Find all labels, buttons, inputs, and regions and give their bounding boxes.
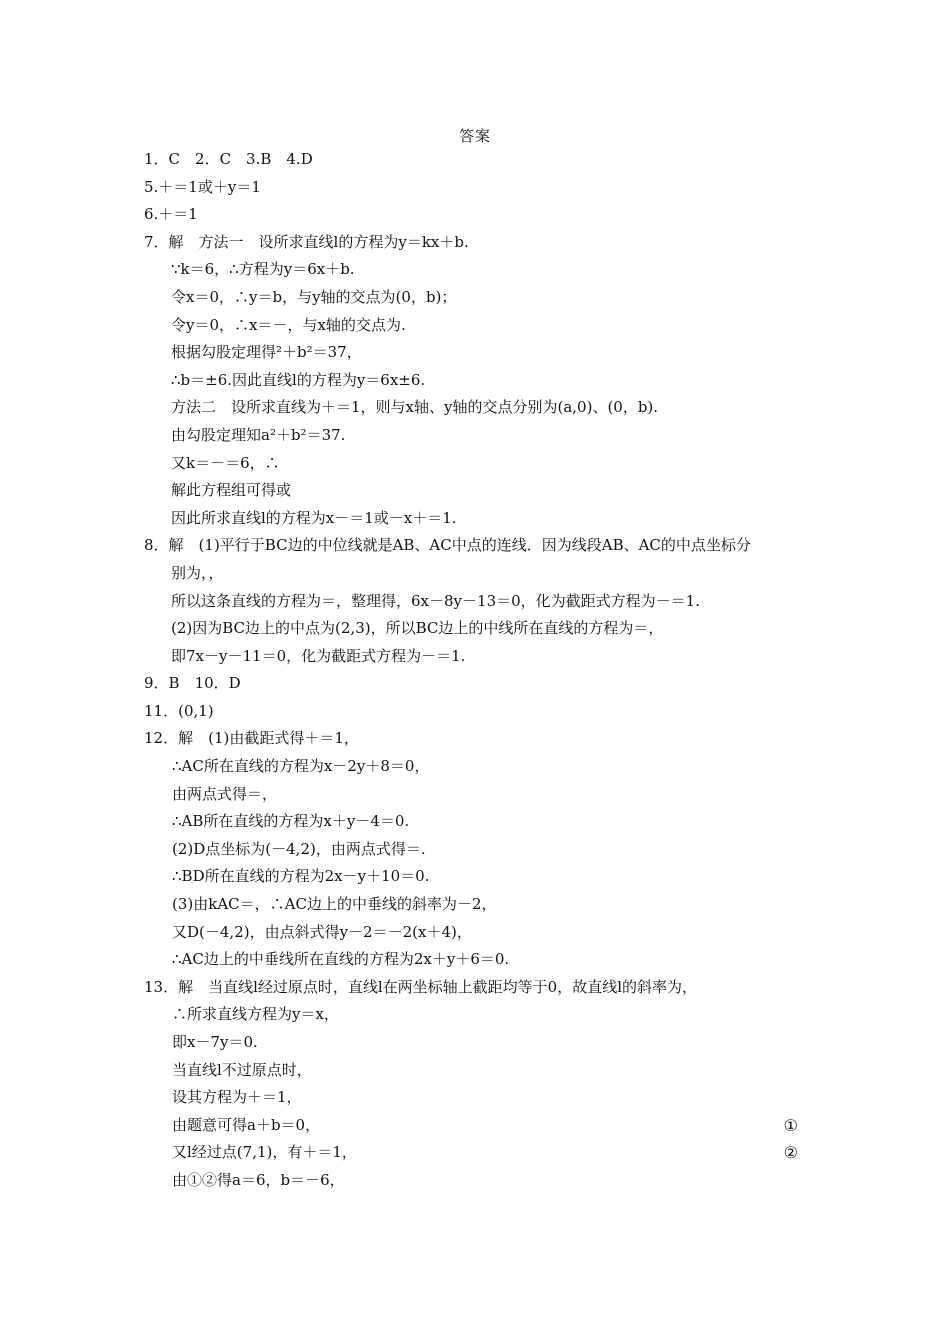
answer-line-text: (2)D点坐标为(－4,2)，由两点式得＝. xyxy=(172,839,426,858)
answer-line-text: 设其方程为＋＝1， xyxy=(172,1088,302,1107)
answer-line-text: 别为，， xyxy=(171,563,224,582)
answer-line xyxy=(0,201,950,229)
answer-line xyxy=(0,725,950,753)
equation-number: ① xyxy=(783,1115,798,1135)
answer-line-text: 方法二 设所求直线为＋＝1，则与x轴、y轴的交点分别为(a,0)、(0，b). xyxy=(171,398,659,417)
answer-line xyxy=(0,422,950,450)
answer-line-text: 由①②得a＝6，b＝－6， xyxy=(172,1170,345,1189)
answer-line-text: 即x－7y＝0. xyxy=(172,1033,258,1051)
answer-line xyxy=(0,229,950,257)
answer-line-text: ∴AC所在直线的方程为x－2y＋8＝0， xyxy=(172,757,430,776)
answer-line xyxy=(0,560,950,588)
answer-line xyxy=(0,367,950,395)
answer-line xyxy=(0,394,950,422)
equation-number: ② xyxy=(783,1143,798,1163)
answer-line-text: ∴b＝±6.因此直线l的方程为y＝6x±6. xyxy=(171,370,426,389)
answer-line xyxy=(0,670,950,698)
answer-line xyxy=(0,588,950,616)
answer-line xyxy=(0,974,950,1002)
answer-line xyxy=(0,450,950,478)
answer-line xyxy=(0,339,950,367)
answer-line-text: 6.＋＝1 xyxy=(144,205,198,224)
answer-line xyxy=(0,1084,950,1112)
answer-line xyxy=(0,505,950,533)
answer-line xyxy=(0,863,950,891)
answer-line-text: 所以这条直线的方程为＝，整理得，6x－8y－13＝0，化为截距式方程为－＝1. xyxy=(171,591,700,610)
answer-line xyxy=(0,1112,950,1140)
answer-line xyxy=(0,836,950,864)
answer-line-text: 当直线l不过原点时， xyxy=(172,1060,312,1079)
answer-line xyxy=(0,477,950,505)
answer-line-text: ∴所求直线方程为y＝x， xyxy=(172,1005,339,1024)
answer-line-text: ∴BD所在直线的方程为2x－y＋10＝0. xyxy=(172,867,430,886)
answer-line xyxy=(0,174,950,202)
answer-line-text: 12．解 (1)由截距式得＋＝1， xyxy=(144,729,359,748)
answer-line-text: 令x＝0，∴y＝b，与y轴的交点为(0，b)； xyxy=(171,287,457,306)
answer-line xyxy=(0,891,950,919)
answer-line xyxy=(0,808,950,836)
answer-line-text: 又l经过点(7,1)，有＋＝1， xyxy=(172,1143,357,1162)
answer-line-text: 9．B 10．D xyxy=(144,674,241,693)
answer-line-text: 解此方程组可得或 xyxy=(171,481,292,500)
answer-line-text: ∴AB所在直线的方程为x＋y－4＝0. xyxy=(172,812,410,831)
answer-line xyxy=(0,532,950,560)
answer-line-text: 由两点式得＝， xyxy=(172,784,278,803)
answer-line-text: (2)因为BC边上的中点为(2,3)，所以BC边上的中线所在直线的方程为＝， xyxy=(171,619,664,638)
answer-line xyxy=(0,643,950,671)
answer-line-text: 又D(－4,2)，由点斜式得y－2＝－2(x＋4)， xyxy=(172,922,472,941)
answer-line xyxy=(0,284,950,312)
answer-line xyxy=(0,1057,950,1085)
answer-line-text: 根据勾股定理得²＋b²＝37， xyxy=(171,343,362,362)
answer-line-text: 13．解 当直线l经过原点时，直线l在两坐标轴上截距均等于0，故直线l的斜率为， xyxy=(144,977,698,996)
answer-line-text: 因此所求直线l的方程为x－＝1或－x＋＝1. xyxy=(171,508,457,527)
answer-line-text: 11．(0,1) xyxy=(144,701,214,720)
answer-line xyxy=(0,946,950,974)
answer-line xyxy=(0,1167,950,1195)
answer-line xyxy=(0,919,950,947)
answer-line xyxy=(0,312,950,340)
answer-line-text: 即7x－y－11＝0，化为截距式方程为－＝1. xyxy=(171,646,466,665)
answer-line xyxy=(0,615,950,643)
answer-line-text: (3)由kAC＝，∴AC边上的中垂线的斜率为－2， xyxy=(172,895,497,914)
answer-line-text: ∴AC边上的中垂线所在直线的方程为2x＋y＋6＝0. xyxy=(172,950,510,969)
answer-line xyxy=(0,1139,950,1167)
answer-lines xyxy=(0,146,950,1195)
answer-line xyxy=(0,256,950,284)
answer-line xyxy=(0,1029,950,1057)
answer-line-text: 由题意可得a＋b＝0， xyxy=(172,1115,321,1134)
answer-line xyxy=(0,1001,950,1029)
answer-line-text: 1．C 2．C 3.B 4.D xyxy=(144,150,313,168)
answer-line xyxy=(0,781,950,809)
answer-line xyxy=(0,698,950,726)
answer-line-text: 7．解 方法一 设所求直线l的方程为y＝kx＋b. xyxy=(144,232,469,251)
page-title: 答案 xyxy=(458,127,491,145)
answer-line-text: 8．解 (1)平行于BC边的中位线就是AB、AC中点的连线．因为线段AB、AC的中点坐标分 xyxy=(144,536,751,555)
answer-line xyxy=(0,753,950,781)
answer-line xyxy=(0,146,950,174)
answer-line-text: 由勾股定理知a²＋b²＝37. xyxy=(171,425,346,444)
answer-line-text: 5.＋＝1或＋y＝1 xyxy=(144,177,261,196)
answer-line-text: ∵k＝6，∴方程为y＝6x＋b. xyxy=(171,260,355,279)
answer-line-text: 令y＝0，∴x＝－，与x轴的交点为. xyxy=(171,315,406,334)
answer-line-text: 又k＝－＝6，∴ xyxy=(171,453,280,472)
